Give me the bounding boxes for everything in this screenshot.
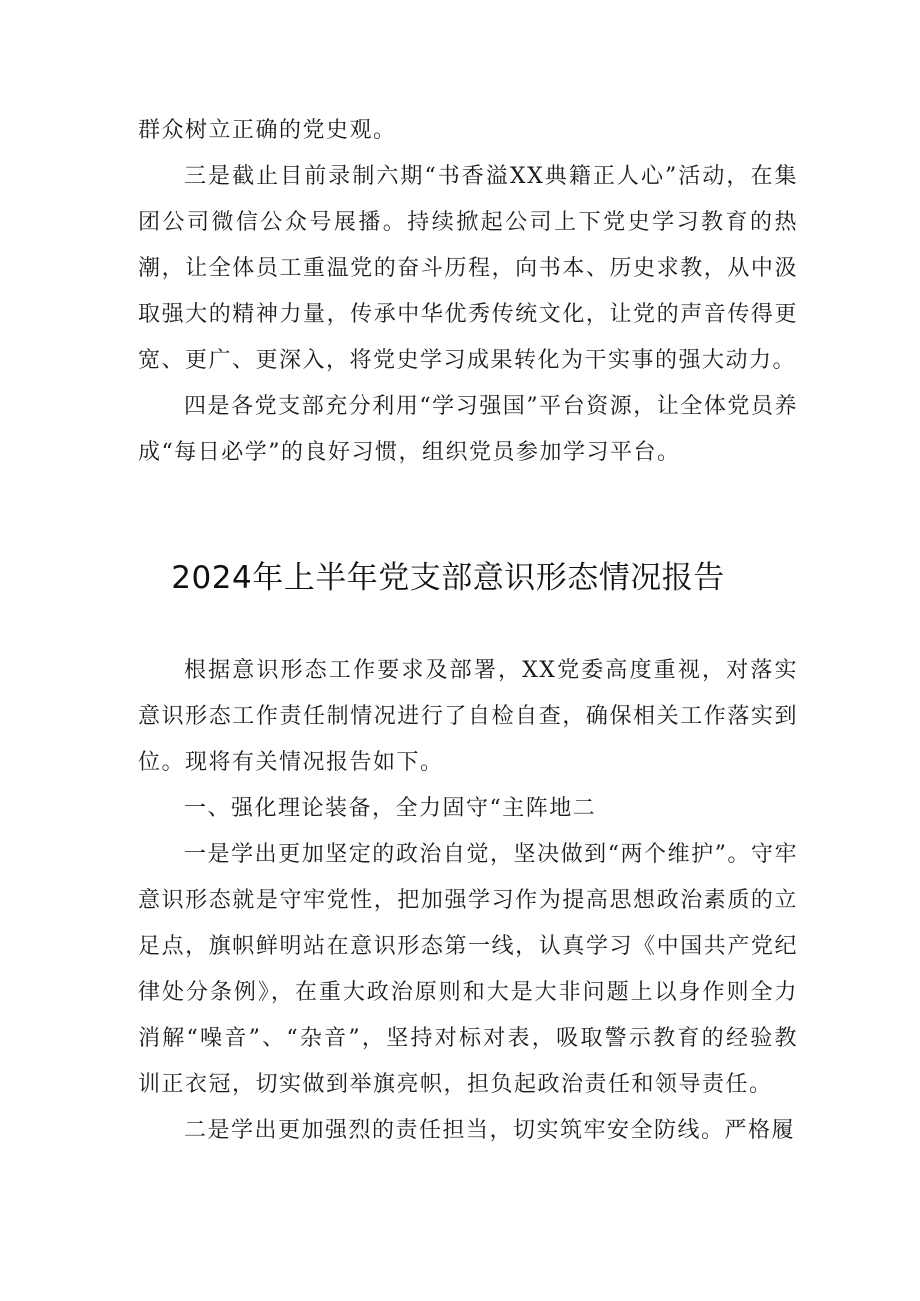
paragraph-item-three: 三是截止目前录制六期“书香溢XX典籍正人心”活动，在集团公司微信公众号展播。持续掀起公司上下党史学习教育的热潮，让全体员工重温党的奋斗历程，向书本、历史求教，从中汲取强大的精神力量，传承中华优秀传统文化，让党的声音传得更宽、更广、更深入，将党史学习成果转化为干实事的强大动力。 — [138, 164, 798, 373]
continued-section — [138, 108, 798, 476]
report-body — [138, 648, 798, 1154]
paragraph-item-four: 四是各党支部充分利用“学习强国”平台资源，让全体党员养成“每日必学”的良好习惯，组织党员参加学习平台。 — [138, 394, 798, 465]
section-heading-one: 一、强化理论装备，全力固守“主阵地二 — [184, 796, 597, 821]
paragraph-point-two: 二是学出更加强烈的责任担当，切实筑牢安全防线。严格履 — [184, 1118, 796, 1143]
report-title: 2024年上半年党支部意识形态情况报告 — [171, 560, 725, 596]
paragraph-continuation: 群众树立正确的党史观。 — [138, 118, 397, 143]
paragraph-intro: 根据意识形态工作要求及部署，XX党委高度重视，对落实意识形态工作责任制情况进行了自检自查，确保相关工作落实到位。现将有关情况报告如下。 — [138, 658, 798, 775]
paragraph-point-one: 一是学出更加坚定的政治自觉，坚决做到“两个维护”。守牢意识形态就是守牢党性，把加强学习作为提高思想政治素质的立足点，旗帜鲜明站在意识形态第一线，认真学习《中国共产党纪律处分条例》，在重大政治原则和大是大非问题上以身作则全力消解“噪音”、“杂音”，坚持对标对表，吸取警示教育的经验教训正衣冠，切实做到举旗亮帜，担负起政治责任和领导责任。 — [138, 842, 798, 1097]
